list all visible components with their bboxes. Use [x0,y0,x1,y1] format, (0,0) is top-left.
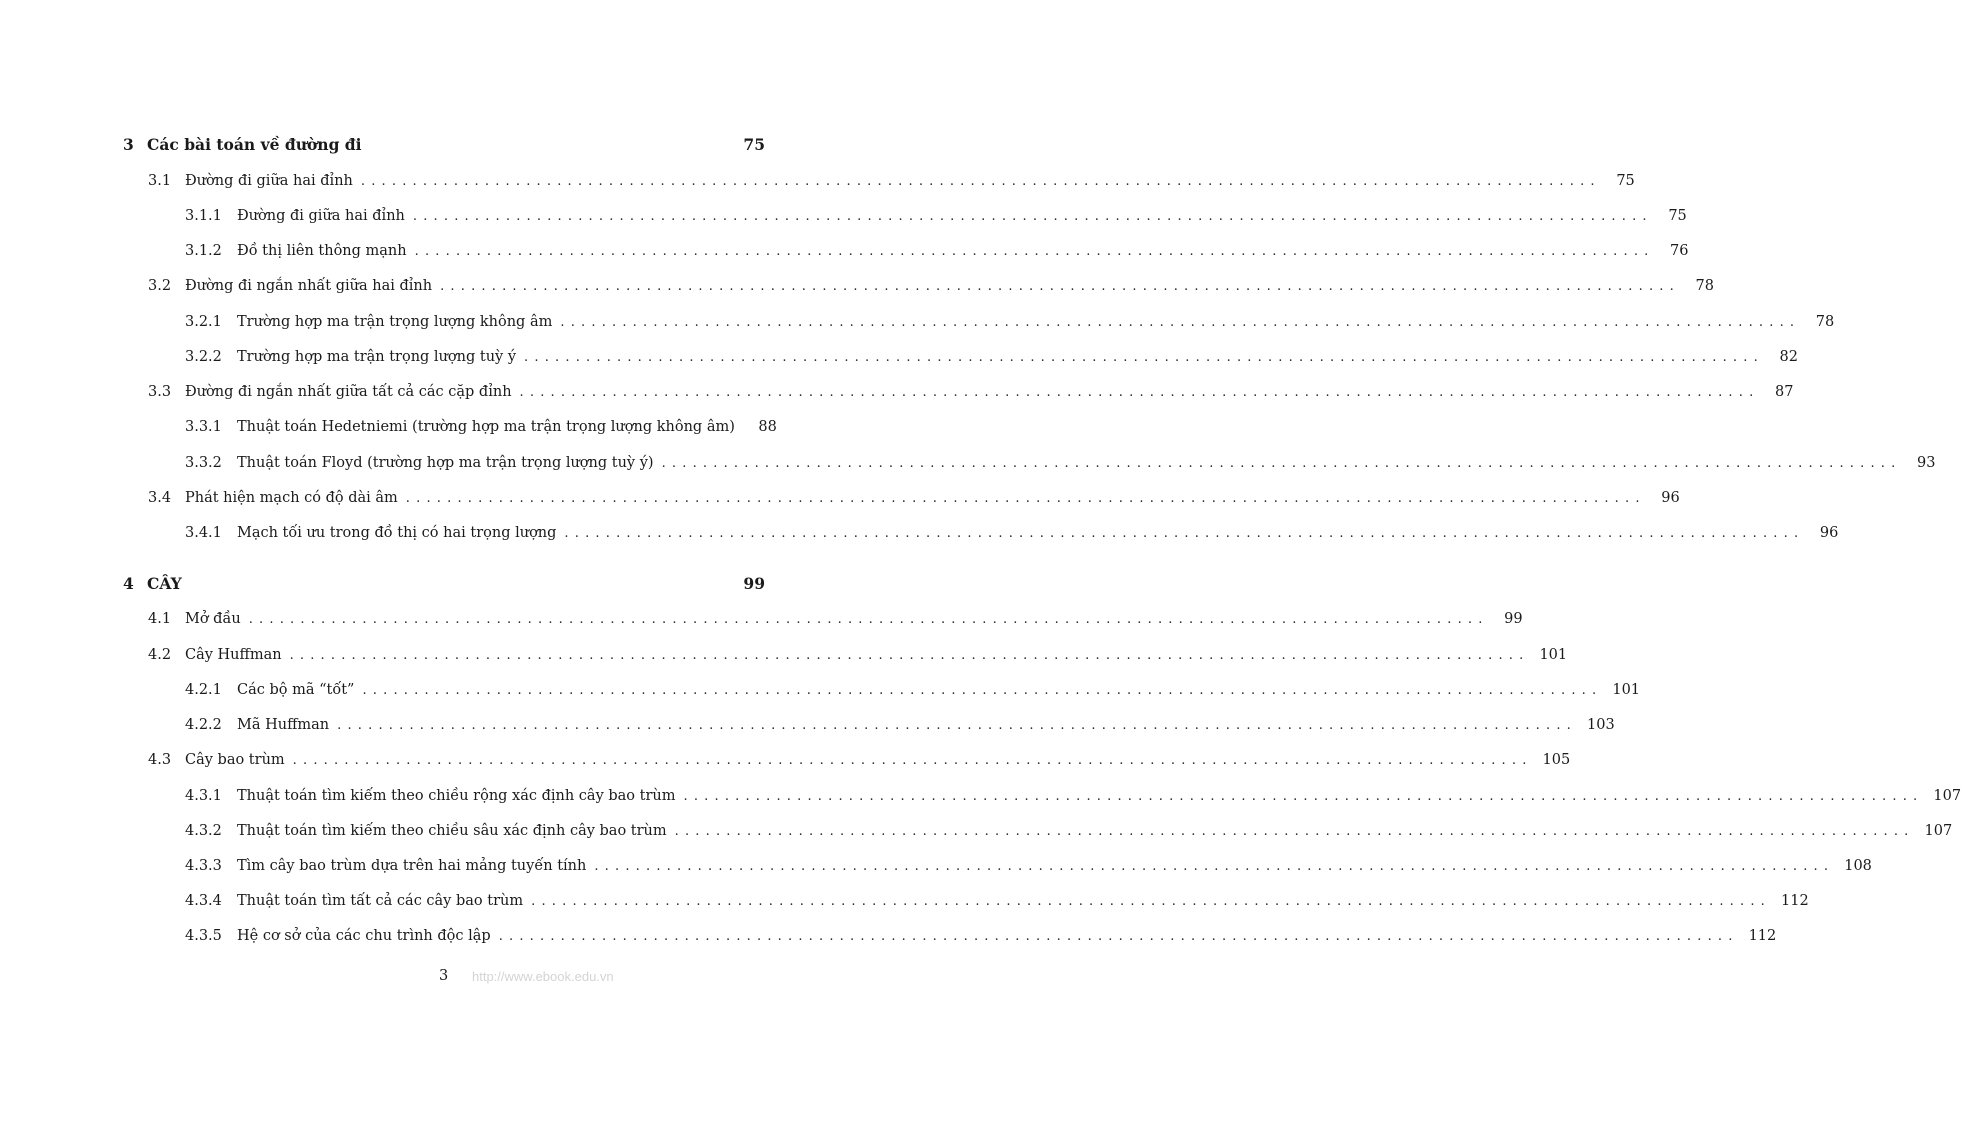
toc-entry-page: 107 [1924,823,1953,839]
toc-entry-4.3.2 [185,819,1953,843]
toc-entry-title: Đường đi ngắn nhất giữa hai đỉnh [185,278,433,294]
toc-entry-page: 75 [1616,173,1635,189]
toc-entry-title: Cây Huffman [185,647,282,663]
toc-entry-page: 96 [1819,525,1839,541]
toc-entry-page: 88 [758,419,777,435]
toc-entry-number: 4.2.1 [185,682,222,698]
toc-entry-4 [123,572,765,596]
toc-leader-dots: ........................................................................................................................ [362,683,1603,698]
toc-leader-dots: ........................................................................................................................ [594,859,1835,874]
toc-leader-dots: ........................................................................................................................ [560,315,1801,330]
toc-entry-title: Phát hiện mạch có độ dài âm [185,490,398,506]
toc-entry-page: 99 [743,574,765,593]
toc-entry-4.2.1 [185,678,1641,702]
toc-leader-dots: ........................................................................................................................ [519,385,1760,400]
toc-leader-dots: ........................................................................................................................ [360,174,1601,189]
toc-entry-title: Thuật toán tìm kiếm theo chiều sâu xác định cây bao trùm [237,823,667,839]
toc-entry-number: 3.2.1 [185,314,222,330]
toc-entry-page: 101 [1539,647,1568,663]
toc-entry-title: Hệ cơ sở của các chu trình độc lập [237,928,491,944]
toc-entry-4.3.5 [185,924,1777,948]
toc-entry-title: Mạch tối ưu trong đồ thị có hai trọng lượng [237,525,557,541]
toc-entry-number: 3.2.2 [185,349,222,365]
toc-entry-number: 4.3 [148,752,172,768]
toc-entry-page: 112 [1781,893,1809,909]
toc-entry-4.3 [148,748,1571,772]
toc-entry-page: 99 [1504,611,1523,627]
toc-entry-4.3.4 [185,889,1809,913]
toc-leader-dots: ........................................................................................................................ [289,648,1530,663]
toc-entry-4.2 [148,643,1568,667]
toc-leader-dots: ........................................................................................................................ [412,209,1653,224]
toc-entry-page: 105 [1542,752,1571,768]
toc-entry-number: 4.1 [148,611,172,627]
toc-leader-dots: ........................................................................................................................ [337,718,1578,733]
toc-leader-dots: ........................................................................................................................ [440,279,1680,294]
toc-entry-page: 101 [1612,682,1641,698]
toc-entry-page: 75 [1668,208,1687,224]
toc-entry-4.2.2 [185,713,1615,737]
toc-entry-number: 4.3.3 [185,858,222,874]
toc-entry-number: 3 [123,135,134,154]
toc-entry-number: 4.3.4 [185,893,222,909]
toc-entry-title: Trường hợp ma trận trọng lượng tuỳ ý [237,349,517,365]
toc-entry-page: 78 [1695,278,1714,294]
toc-entry-page: 96 [1661,490,1680,506]
toc-entry-title: Đồ thị liên thông mạnh [237,243,407,259]
toc-entry-title: Các bộ mã “tốt” [237,682,355,698]
toc-entry-page: 87 [1774,384,1794,400]
toc-entry-3.1.2 [185,239,1689,263]
toc-entry-4.3.3 [185,854,1872,878]
toc-entry-number: 4.3.1 [185,788,222,804]
toc-entry-3.2.2 [185,345,1798,369]
toc-entry-title: Thuật toán Hedetniemi (trường hợp ma trận trọng lượng không âm) [237,419,735,435]
toc-entry-title: Tìm cây bao trùm dựa trên hai mảng tuyến tính [237,858,587,874]
toc-entry-page: 103 [1587,717,1615,733]
toc-entry-3.3.2 [185,451,1936,475]
toc-entry-3.2 [148,274,1714,298]
toc-leader-dots: ........................................................................................................................ [661,456,1902,471]
toc-leader-dots: ........................................................................................................................ [498,929,1739,944]
toc-entry-page: 76 [1670,243,1689,259]
toc-leader-dots: ........................................................................................................................ [524,350,1764,365]
toc-entry-4.3.1 [185,784,1961,808]
toc-entry-title: Cây bao trùm [185,752,285,768]
toc-entry-3.3 [148,380,1794,404]
toc-leader-dots: ........................................................................................................................ [674,824,1915,839]
toc-entry-number: 4.3.2 [185,823,222,839]
toc-entry-3 [123,133,765,157]
toc-leader-dots: ........................................................................................................................ [414,244,1655,259]
toc-entry-title: Đường đi giữa hai đỉnh [185,173,353,189]
page-number: 3 [439,968,449,984]
toc-entry-number: 4.2 [148,647,172,663]
watermark-url: http://www.ebook.edu.vn [472,969,614,984]
toc-entry-number: 3.3.1 [185,419,222,435]
toc-entry-page: 108 [1844,858,1872,874]
toc-entry-3.4 [148,486,1680,510]
toc-entry-number: 3.3 [148,384,172,400]
toc-entry-number: 4.2.2 [185,717,222,733]
toc-entry-3.1 [148,169,1635,193]
toc-leader-dots: ........................................................................................................................ [292,753,1533,768]
toc-entry-3.1.1 [185,204,1687,228]
toc-leader-dots: ........................................................................................................................ [531,894,1771,909]
toc-entry-title: Các bài toán về đường đi [147,135,362,154]
toc-entry-number: 3.4.1 [185,525,222,541]
toc-leader-dots: ........................................................................................................................ [405,491,1646,506]
toc-entry-title: Thuật toán Floyd (trường hợp ma trận trọng lượng tuỳ ý) [237,455,654,471]
toc-entry-number: 3.1 [148,173,172,189]
toc-entry-title: CÂY [147,574,182,593]
toc-entry-page: 78 [1815,314,1835,330]
toc-entry-3.3.1 [185,415,777,439]
toc-entry-title: Thuật toán tìm tất cả các cây bao trùm [237,893,524,909]
toc-entry-number: 4.3.5 [185,928,222,944]
toc-entry-number: 3.1.2 [185,243,222,259]
toc-leader-dots: ........................................................................................................................ [248,612,1489,627]
toc-leader-dots: ........................................................................................................................ [564,526,1805,541]
toc-entry-title: Đường đi ngắn nhất giữa tất cả các cặp đỉnh [185,384,512,400]
toc-entry-number: 4 [123,574,134,593]
toc-entry-title: Trường hợp ma trận trọng lượng không âm [237,314,553,330]
toc-entry-number: 3.2 [148,278,172,294]
toc-entry-number: 3.1.1 [185,208,222,224]
toc-entry-page: 93 [1917,455,1936,471]
toc-entry-title: Đường đi giữa hai đỉnh [237,208,405,224]
toc-entry-3.4.1 [185,521,1839,545]
toc-entry-4.1 [148,607,1523,631]
toc-entry-page: 75 [743,135,765,154]
toc-entry-number: 3.3.2 [185,455,222,471]
toc-entry-title: Mở đầu [185,611,241,627]
toc-entry-number: 3.4 [148,490,172,506]
toc-entry-page: 82 [1779,349,1798,365]
toc-entry-title: Mã Huffman [237,717,330,733]
toc-entry-title: Thuật toán tìm kiếm theo chiều rộng xác định cây bao trùm [237,788,676,804]
toc-leader-dots: ........................................................................................................................ [683,789,1924,804]
toc-entry-page: 107 [1933,788,1961,804]
toc-entry-3.2.1 [185,310,1835,334]
toc-entry-page: 112 [1748,928,1777,944]
